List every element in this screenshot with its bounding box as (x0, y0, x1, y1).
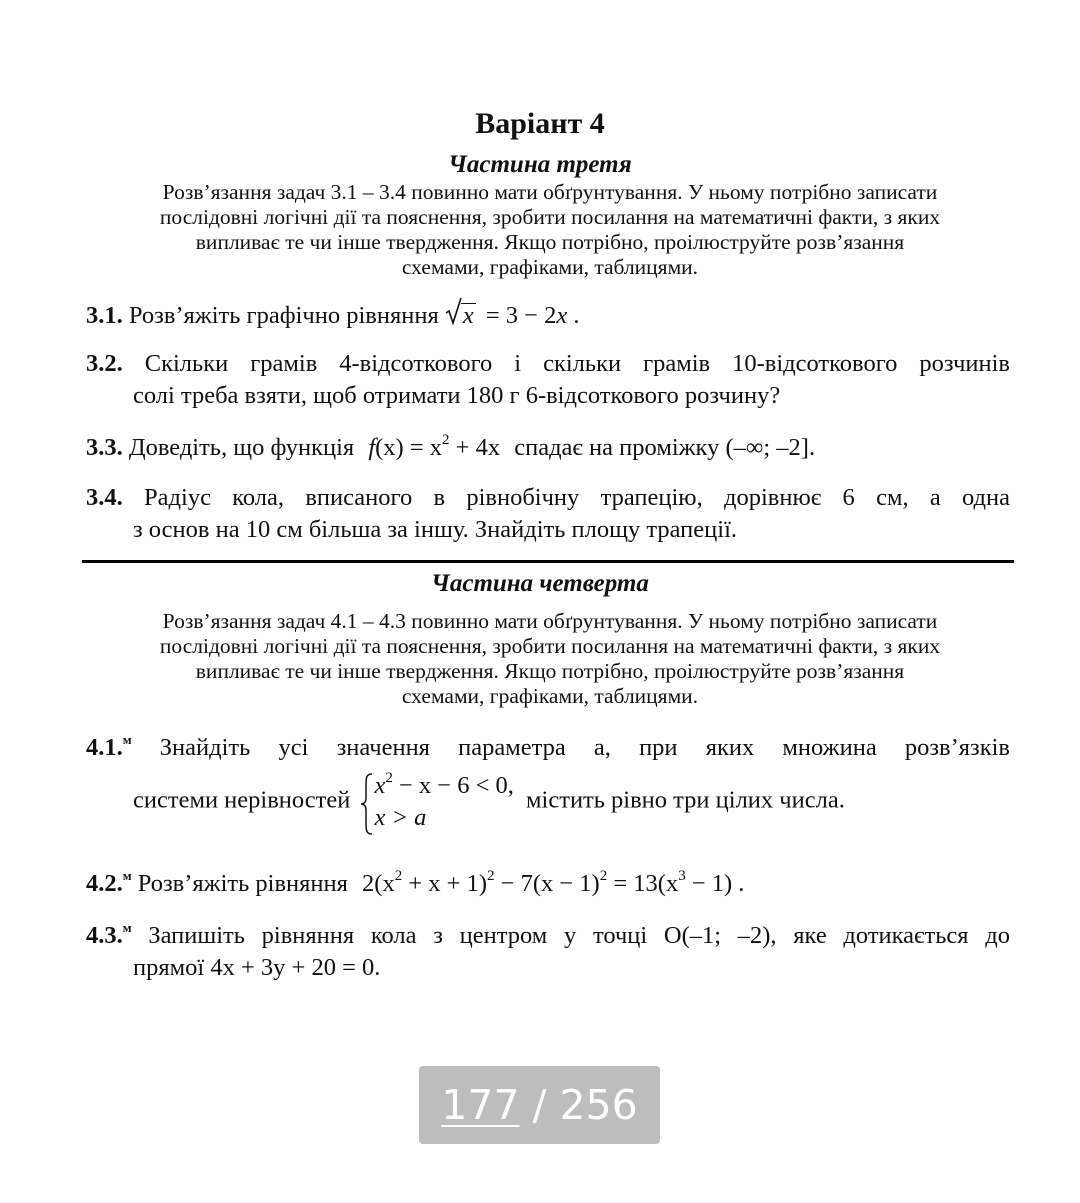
task-number: 3.3. (86, 434, 123, 461)
task-text: Доведіть, що функція (128, 434, 355, 461)
task-4-1 (86, 726, 1010, 834)
task-text-line: з основ на 10 см більша за іншу. Знайдіть площу трапеції. (133, 516, 737, 543)
part3-intro-line: випливає те чи інше твердження. Якщо потрібно, проілюструйте розв’язання (195, 230, 905, 254)
system-row (374, 802, 513, 834)
task-text: містить рівно три цілих числа. (526, 786, 845, 814)
task-text-line: Знайдіть усі значення параметра a, при яких множина розв’язків (159, 734, 1010, 762)
task-3-2 (86, 348, 1010, 412)
task-number: 3.2. (86, 350, 123, 377)
part4-title: Частина четверта (431, 570, 649, 597)
radicand: x (462, 302, 474, 329)
part3-title: Частина третя (448, 151, 632, 178)
task-number-text: 4.2. (86, 870, 123, 898)
task-text-line: Запишіть рівняння кола з центром у точці O(–1; –2), яке дотикається до (148, 922, 1011, 950)
task-number (86, 922, 132, 949)
variable: x (556, 302, 568, 329)
section-divider (82, 560, 1014, 563)
square-root (445, 300, 476, 332)
exponent: 2 (385, 770, 393, 787)
system-row (374, 770, 513, 802)
equation-part: 2(x (362, 870, 395, 898)
task-3-4 (86, 482, 1010, 546)
task-number (86, 870, 132, 897)
part4-intro-line: Розв’язання задач 4.1 – 4.3 повинно мати обґрунтування. У ньому потрібно записати (162, 609, 938, 633)
page-indicator[interactable] (419, 1066, 660, 1144)
equation-part: − 7(x − 1) (494, 870, 600, 898)
equation (362, 870, 744, 897)
equation-right: = 3 − 2 (485, 302, 557, 329)
task-3-3 (86, 432, 1010, 464)
part4-intro (80, 609, 1020, 709)
radical-sign-icon (445, 296, 463, 326)
task-mark: м (122, 868, 132, 883)
function-name: f (368, 434, 376, 461)
equation-part: − 1) . (685, 870, 745, 898)
part3-intro-line: схемами, графіками, таблицями. (401, 255, 699, 279)
task-4-3 (86, 914, 1010, 984)
function-expression (368, 434, 500, 461)
inequality: x > a (374, 804, 427, 832)
equation-end: . (573, 302, 580, 329)
function-tail: + 4x (449, 434, 501, 461)
variable: x (374, 772, 386, 800)
task-mark: м (122, 920, 132, 935)
equation-part: + x + 1) (402, 870, 488, 898)
inequality-rest: − x − 6 < 0, (392, 772, 514, 800)
exponent: 2 (394, 868, 403, 885)
task-text: системи нерівностей (133, 786, 351, 814)
task-text-line: солі треба взяти, щоб отримати 180 г 6-відсоткового розчину? (133, 382, 781, 409)
exponent: 2 (599, 868, 608, 885)
exponent: 2 (487, 868, 495, 885)
task-text: Розв’яжіть рівняння (137, 870, 348, 898)
task-number-text: 4.3. (86, 922, 123, 950)
task-text-line: Радіус кола, вписаного в рівнобічну трапецію, дорівнює 6 см, а одна (144, 484, 1011, 511)
part3-intro-line: послідовні логічні дії та пояснення, зробити посилання на математичні факти, з яких (159, 205, 941, 229)
page-separator: / (519, 1081, 560, 1129)
part4-intro-line: послідовні логічні дії та пояснення, зробити посилання на математичні факти, з яких (159, 634, 941, 658)
task-text-line: Скільки грамів 4-відсоткового і скільки грамів 10-відсоткового розчинів (144, 350, 1010, 377)
exponent: 3 (678, 868, 686, 885)
task-mark: м (122, 732, 132, 747)
task-text-line (86, 770, 1010, 834)
task-4-2 (86, 862, 1010, 900)
task-3-1 (86, 300, 1010, 332)
part4-intro-line: випливає те чи інше твердження. Якщо потрібно, проілюструйте розв’язання (195, 659, 905, 683)
part3-intro (80, 180, 1020, 280)
task-text: спадає на проміжку (–∞; –2]. (514, 434, 816, 461)
equation (445, 302, 580, 329)
inequality-system (360, 770, 513, 834)
current-page-number[interactable]: 177 (441, 1081, 520, 1129)
task-number: 3.4. (86, 484, 123, 511)
task-number-text: 4.1. (86, 734, 123, 762)
part4-intro-line: схемами, графіками, таблицями. (401, 684, 699, 708)
total-pages: 256 (559, 1081, 638, 1129)
task-number (86, 734, 132, 761)
task-number: 3.1. (86, 302, 123, 329)
exponent: 2 (442, 432, 450, 448)
task-text-line: прямої 4x + 3y + 20 = 0. (133, 954, 381, 982)
curly-brace-icon (360, 772, 374, 836)
part3-intro-line: Розв’язання задач 3.1 – 3.4 повинно мати обґрунтування. У ньому потрібно записати (162, 180, 938, 204)
task-text: Розв’яжіть графічно рівняння (128, 302, 439, 329)
function-body: (x) = x (375, 434, 443, 461)
variant-title: Варіант 4 (475, 107, 605, 140)
equation-part: = 13(x (607, 870, 679, 898)
